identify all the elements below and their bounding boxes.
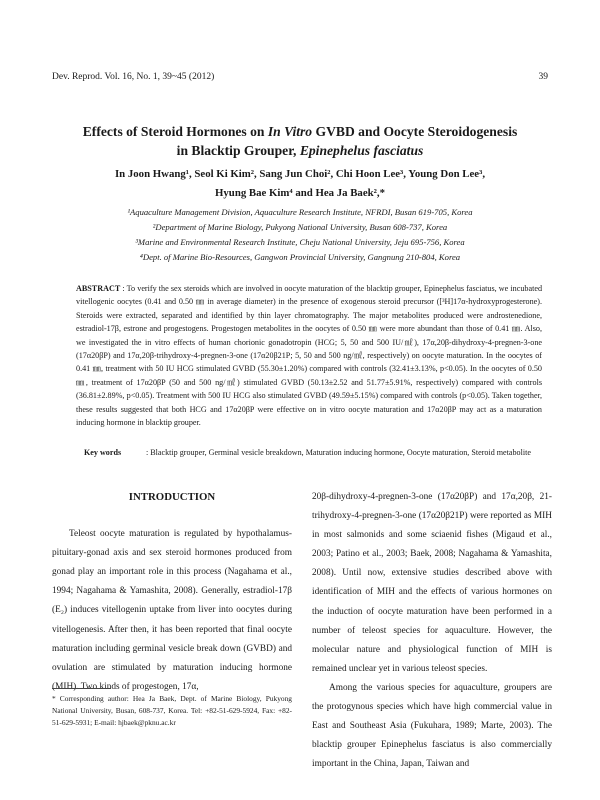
title-line1-italic: In Vitro [267, 124, 313, 139]
affiliation-4: ⁴Dept. of Marine Bio-Resources, Gangwon Provincial University, Gangnung 210-804, Korea [139, 252, 461, 262]
title-line2-italic: Epinephelus fasciatus [299, 143, 424, 158]
affiliations [40, 205, 560, 265]
introduction-heading: INTRODUCTION [128, 491, 216, 503]
title-line1-post: GVBD and Oocyte Steroidogenesis [312, 124, 518, 139]
authors-line2: Hyung Bae Kim⁴ and Hea Ja Baek²,* [215, 187, 385, 199]
corresponding-author-footnote: * Corresponding author: Hea Ja Baek, Dept. of Marine Biology, Pukyong National University, Busan, 608-737, Korea. Tel: +82-51-629-5924, Fax: +82-51-629-5931; E-mail: hjbaek@pknu.ac.kr [52, 694, 292, 728]
intro-paragraph-2: Among the various species for aquaculture, groupers are the protogynous species which have high commercial value in East and Southeast Asia (Fukuhara, 1989; Marte, 2003). The blacktip grouper Epinephelus fasciatus is also commercially important in the China, Japan, Taiwan and [312, 682, 552, 770]
page-number: 39 [538, 72, 548, 82]
title-line1-pre: Effects of Steroid Hormones on [82, 124, 268, 139]
journal-citation: Dev. Reprod. Vol. 16, No. 1, 39~45 (2012) [52, 72, 215, 82]
footnote-divider [52, 688, 110, 689]
keywords-text: : Blacktip grouper, Germinal vesicle breakdown, Maturation inducing hormone, Oocyte maturation, Steroid metabolite [146, 448, 531, 457]
keywords-label: Key words [84, 448, 122, 457]
intro-paragraph-1: Teleost oocyte maturation is regulated by hypothalamus-pituitary-gonad axis and sex steroid hormones produced from gonad play an important role in this process (Nagahama et al., 1994; Nagahama & Yamashita, 2008). Generally, estradiol-17β (E₂) induces vitellogenin uptake from liver into oocytes during vitellogenesis. After then, it has been reported that final oocyte maturation including germinal vesicle break down (GVBD) and ovulation are stimulated by maturation inducing hormone (MIH). Two kinds of progestogen, 17α, [52, 529, 292, 692]
abstract [76, 282, 542, 429]
affiliation-2: ²Department of Marine Biology, Pukyong National University, Busan 608-737, Korea [152, 222, 448, 232]
keywords [84, 446, 542, 459]
authors-line1: In Joon Hwang¹, Seol Ki Kim², Sang Jun Choi², Chi Hoon Lee³, Young Don Lee³, [114, 168, 486, 180]
title-line2 [40, 141, 560, 160]
paper-title [40, 122, 560, 160]
right-column [312, 488, 552, 774]
title-line2-pre: in Blacktip Grouper, [176, 143, 300, 158]
abstract-label: ABSTRACT [76, 284, 121, 293]
abstract-text: : To verify the sex steroids which are involved in oocyte maturation of the blacktip grouper, Epinephelus fasciatus, we incubated vitellogenic oocytes (0.41 and 0.50 ㎜ in average diameter) in the presence of exogenous steroid precursor ([³H]17α-hydroxyprogesterone). Steroids were extracted, separated and identified by thin layer chromatography. The major metabolites produced were androstenedione, estradiol-17β, estrone and progestogens. Progestogen metabolites in the oocytes of 0.50 ㎜ were more abundant than those of 0.41 ㎜. Also, we investigated the in vitro effects of human chorionic gonadotropin (HCG; 5, 50 and 500 IU/㎖), 17α,20β-dihydroxy-4-pregnen-3-one (17α20βP) and 17α,20β-trihydroxy-4-pregnen-3-one (17α20β21P; 5, 50 and 500 ng/㎖, respectively) on oocyte maturation. In the oocytes of 0.41 ㎜, treatment with 50 IU HCG stimulated GVBD (55.30±1.20%) compared with controls (32.41±3.13%, p<0.05). In the oocytes of 0.50 ㎜, treatment of 17α20βP (50 and 500 ng/㎖) stimulated GVBD (50.13±2.52 and 51.77±5.91%, respectively) compared with controls (36.81±2.89%, p<0.05). Treatment with 500 IU HCG also stimulated GVBD (49.59±5.15%) compared with controls (p<0.05). Taken together, these results suggested that both HCG and 17α20βP were effective on in vitro oocyte maturation and 17α20βP may act as a maturation inducing hormone in blacktip grouper. [76, 284, 543, 428]
affiliation-1: ¹Aquaculture Management Division, Aquaculture Research Institute, NFRDI, Busan 619-705, Korea [127, 207, 473, 217]
intro-paragraph-1-cont: 20β-dihydroxy-4-pregnen-3-one (17α20βP) and 17α,20β, 21-trihydroxy-4-pregnen-3-one (17α20β21P) were reported as MIH in most salmonids and some sciaenid fishes (Migaud et al., 2003; Patino et al., 2003; Baek, 2008; Nagahama & Yamashita, 2008). Until now, extensive studies described above with identification of MIH and the effects of various hormones on the induction of oocyte maturation have been performed in a number of teleost species for aquaculture. However, the molecular nature and physiological function of MIH is remained unclear yet in various teleost species. [312, 492, 552, 674]
affiliation-3: ³Marine and Environmental Research Institute, Cheju National University, Jeju 695-756, Korea [135, 237, 465, 247]
left-column [52, 488, 292, 697]
author-list [40, 165, 560, 203]
